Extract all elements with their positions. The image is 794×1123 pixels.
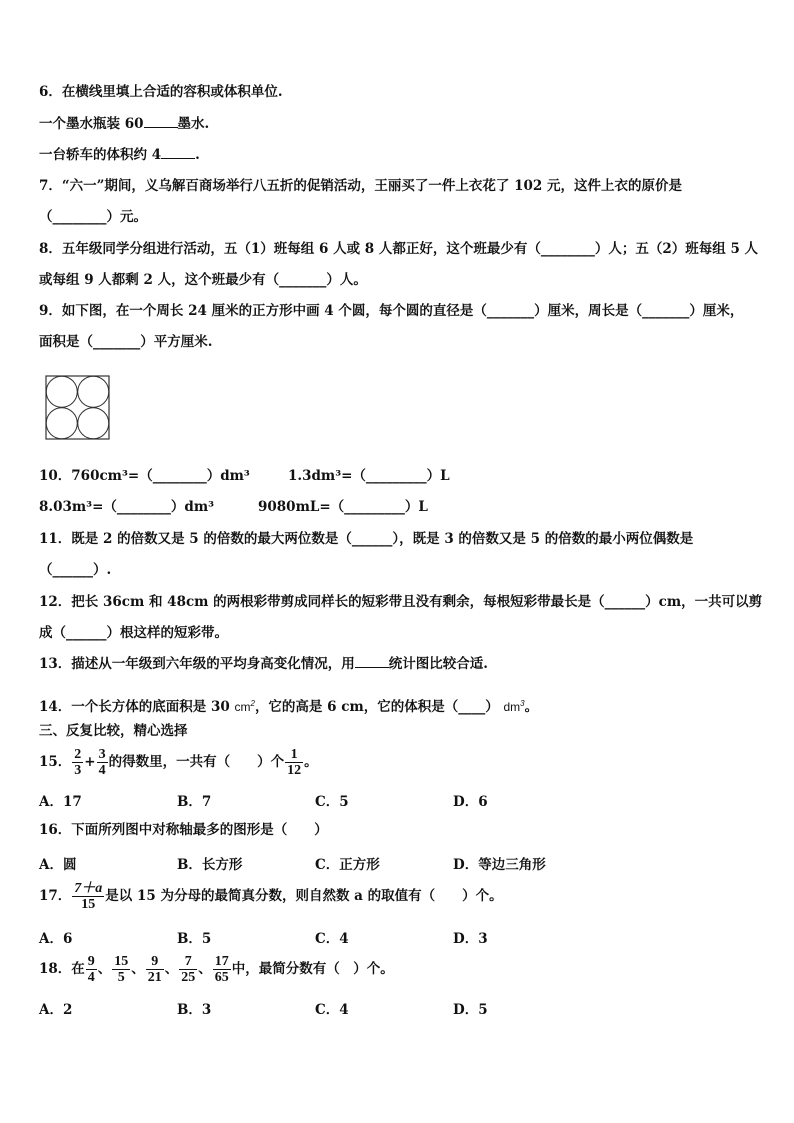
square-with-four-circles-figure [45,375,110,440]
q6-stem: 6．在横线里填上合适的容积或体积单位. [39,84,283,100]
q13-post: 统计图比较合适. [388,656,488,672]
circle-bottom-right [78,408,109,439]
fraction-9-21: $\frac{9}{21}$ [147,954,162,985]
fraction-7-25: $\frac{7}{25}$ [181,954,196,985]
q15-post: 。 [304,754,318,770]
q6-line1-pre: 一个墨水瓶装 60 [39,116,144,132]
q11-line1: 11．既是 2 的倍数又是 5 的倍数的最大两位数是（______），既是 3 的倍数又是 5 的倍数的最小两位偶数是 [39,531,694,547]
square-outline [46,376,109,439]
q18-option-a[interactable]: A．2 [39,1002,73,1018]
unit-dm3: $dm^3$ [503,699,525,714]
q15-option-c[interactable]: C．5 [315,794,349,810]
q18-post: 中，最简分数有（ ）个。 [231,961,394,977]
q6-line1 [39,115,209,133]
q16-option-d[interactable]: D．等边三角形 [453,857,546,873]
separator: 、 [131,961,145,977]
section-heading: 三、反复比较，精心选择 [39,723,188,739]
fraction-2-3: $\frac{2}{3}$ [74,747,82,778]
q10-a: 10．760cm³=（________）dm³ [39,468,250,484]
q17-option-b[interactable]: B．5 [177,931,212,947]
q17-option-d[interactable]: D．3 [453,931,488,947]
separator: 、 [97,961,112,977]
answer-blank [144,115,178,128]
fraction-15-5: $\frac{15}{5}$ [114,954,129,985]
q17-post: 是以 15 为分母的最简真分数，则自然数 a 的取值有（ ）个。 [105,888,503,904]
plus-sign: + [84,754,96,770]
q17-option-c[interactable]: C．4 [315,931,349,947]
q17-stem [39,879,503,913]
q8-line1: 8．五年级同学分组进行活动，五（1）班每组 6 人或 8 人都正好，这个班最少有（________）人；五（2）班每组 5 人 [39,241,759,257]
q14-line [39,695,538,716]
fraction-9-4: $\frac{9}{4}$ [87,954,95,985]
q15-mid: 的得数里，一共有（ ）个 [108,754,285,770]
q10-b: 1.3dm³=（_________）L [288,468,450,484]
q18-option-c[interactable]: C．4 [315,1002,349,1018]
fraction-7-plus-a-over-15: $\frac{7+a}{15}$ [74,881,103,912]
q6-line2-post: . [195,147,200,163]
q18-stem [39,952,394,986]
q13-line [39,655,488,673]
q15-stem [39,745,318,779]
q7-line2: （________）元。 [39,209,147,225]
q15-option-d[interactable]: D．6 [453,794,488,810]
circle-top-left [46,376,77,407]
unit-cm2: $cm^2$ [234,699,255,714]
q8-line2: 或每组 9 人都剩 2 人，这个班最少有（_______）人。 [39,272,367,288]
q6-line2-pre: 一台轿车的体积约 4 [39,147,162,163]
q14-mid: ，它的高是 6 cm，它的体积是（____） [254,699,499,715]
q10-c: 8.03m³=（________）dm³ [39,499,215,515]
q18-option-b[interactable]: B．3 [177,1002,212,1018]
q17-option-a[interactable]: A．6 [39,931,73,947]
q15-num: 15． [39,754,72,770]
separator: 、 [164,961,179,977]
q12-line1: 12．把长 36cm 和 48cm 的两根彩带剪成同样长的短彩带且没有剩余，每根短彩带最长是（______）cm，一共可以剪 [39,594,763,610]
q16-option-a[interactable]: A．圆 [39,857,77,873]
fraction-17-65: $\frac{17}{65}$ [214,954,229,985]
q10-d: 9080mL=（_________）L [258,499,428,515]
q16-stem: 16．下面所列图中对称轴最多的图形是（ ） [39,822,328,838]
q12-line2: 成（______）根这样的短彩带。 [39,625,228,641]
q7-line1: 7．“六一”期间，义乌解百商场举行八五折的促销活动，王丽买了一件上衣花了 102 元，这件上衣的原价是 [39,178,683,194]
q16-option-c[interactable]: C．正方形 [315,857,380,873]
q15-option-b[interactable]: B．7 [177,794,212,810]
q15-option-a[interactable]: A．17 [39,794,82,810]
answer-blank [355,655,389,668]
circle-bottom-left [46,408,77,439]
separator: 、 [198,961,212,977]
q16-option-b[interactable]: B．长方形 [177,857,243,873]
q6-line1-post: 墨水. [177,116,210,132]
q14-pre: 14．一个长方体的底面积是 30 [39,699,230,715]
answer-blank [161,146,195,159]
fraction-1-12: $\frac{1}{12}$ [287,747,302,778]
circle-top-right [78,376,109,407]
fraction-3-4: $\frac{3}{4}$ [98,747,106,778]
q13-pre: 13．描述从一年级到六年级的平均身高变化情况，用 [39,656,355,672]
q11-line2: （______）. [39,562,112,578]
q6-line2 [39,146,200,164]
q18-pre: 18．在 [39,961,85,977]
q18-option-d[interactable]: D．5 [453,1002,488,1018]
q14-post: 。 [524,699,539,715]
q9-line2: 面积是（_______）平方厘米. [39,334,213,350]
q17-num: 17． [39,888,72,904]
q9-line1: 9．如下图，在一个周长 24 厘米的正方形中画 4 个圆，每个圆的直径是（_______）厘米，周长是（_______）厘米， [39,303,744,319]
